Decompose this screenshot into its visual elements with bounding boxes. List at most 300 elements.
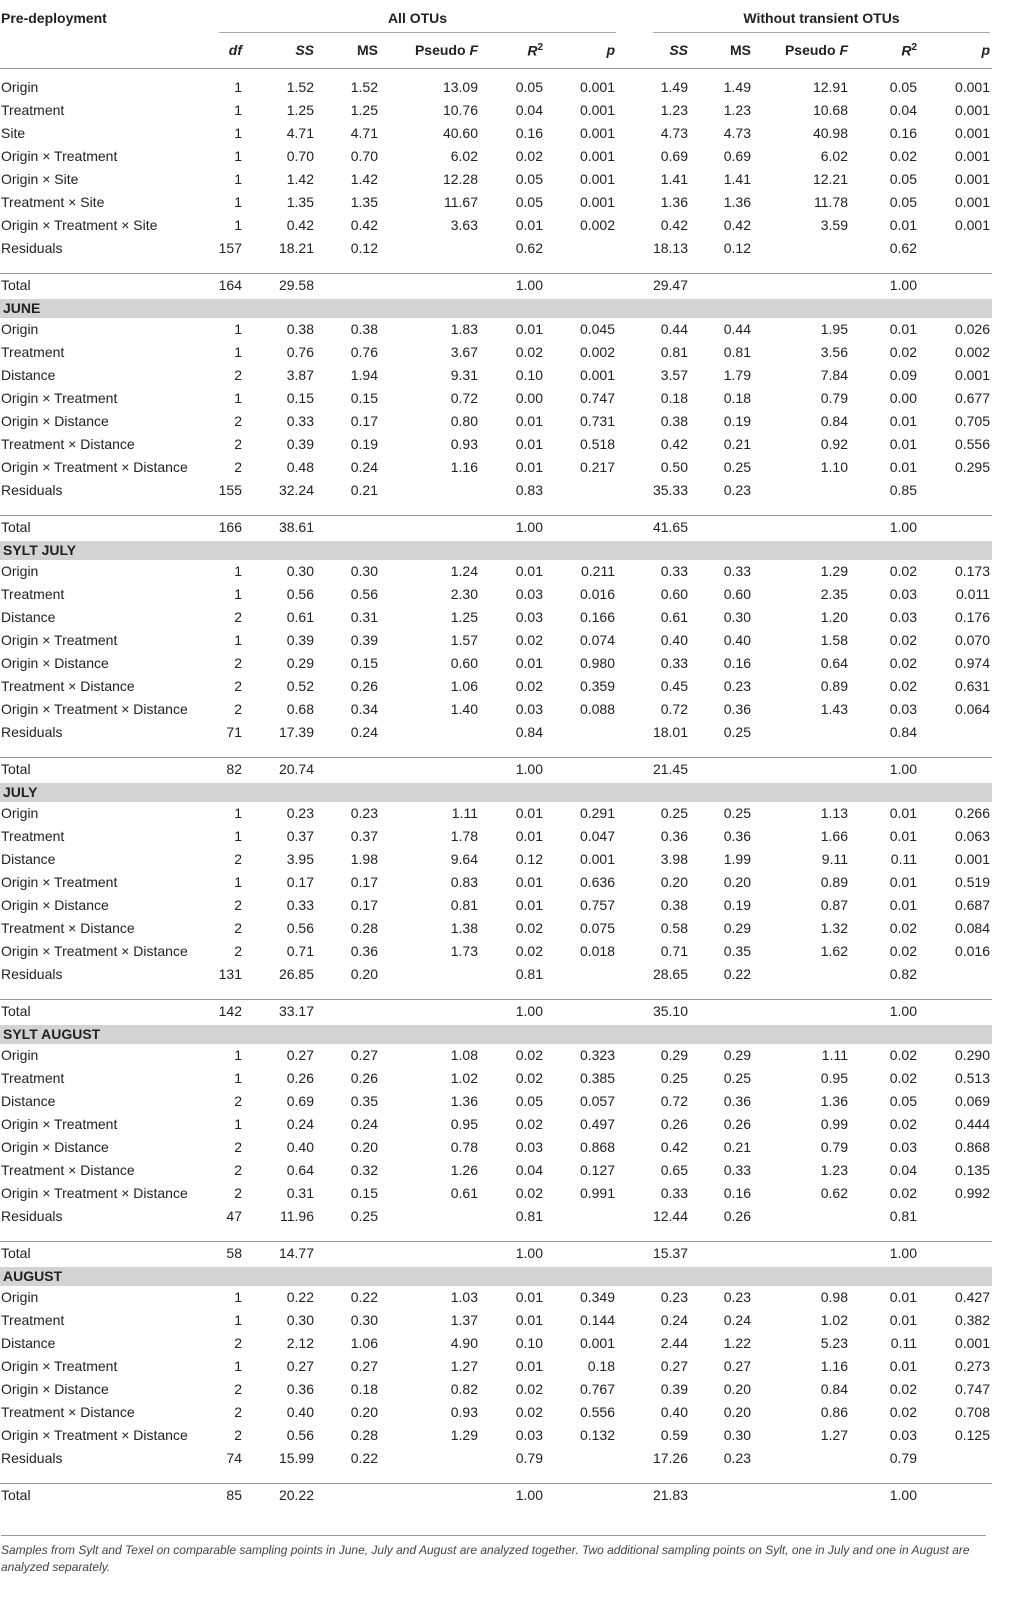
cell-pseudo-f-without: 1.16	[820, 1358, 848, 1374]
cell-ms-all: 0.42	[350, 217, 378, 233]
cell-pseudo-f-all: 4.90	[450, 1335, 478, 1351]
cell-r2-without: 0.79	[889, 1450, 917, 1466]
cell-pseudo-f-all: 1.57	[450, 632, 478, 648]
section-header: JULY	[0, 783, 992, 802]
total-row	[0, 273, 992, 299]
cell-r2-without: 0.01	[889, 321, 917, 337]
cell-pseudo-f-all: 1.40	[450, 701, 478, 717]
cell-r2-without: 0.02	[889, 563, 917, 579]
cell-ss-all: 0.23	[286, 805, 314, 821]
row-label: Origin × Treatment	[1, 390, 118, 406]
cell-r2-all: 0.84	[515, 724, 543, 740]
cell-p-all: 0.132	[579, 1427, 615, 1443]
cell-ss-without: 0.58	[660, 920, 688, 936]
cell-df-all: 1	[234, 102, 242, 118]
cell-ms-without: 0.25	[723, 459, 751, 475]
cell-r2-without: 0.11	[890, 1335, 917, 1351]
cell-pseudo-f-without: 40.98	[812, 125, 848, 141]
table-row	[0, 940, 992, 963]
cell-ms-without: 0.25	[723, 1070, 751, 1086]
cell-ms-without: 0.30	[723, 1427, 751, 1443]
cell-ss-without: 0.25	[660, 805, 688, 821]
cell-pseudo-f-all: 1.06	[450, 678, 478, 694]
cell-r2-without: 0.02	[889, 678, 917, 694]
cell-ss-all: 1.35	[286, 194, 314, 210]
cell-ss-without: 2.44	[660, 1335, 688, 1351]
cell-pseudo-f-all: 1.11	[451, 805, 478, 821]
cell-r2-all: 0.04	[515, 1162, 543, 1178]
cell-pseudo-f-all: 9.31	[450, 367, 478, 383]
cell-ms-all: 0.30	[350, 563, 378, 579]
cell-pseudo-f-without: 10.68	[812, 102, 848, 118]
cell-pseudo-f-without: 5.23	[820, 1335, 848, 1351]
cell-ss-all: 0.40	[286, 1404, 314, 1420]
cell-ss-all: 14.77	[278, 1245, 314, 1261]
cell-df-all: 1	[234, 828, 242, 844]
cell-ms-without: 0.20	[723, 874, 751, 890]
table-row	[0, 721, 992, 744]
cell-ms-all: 0.26	[350, 1070, 378, 1086]
cell-ss-all: 29.58	[278, 277, 314, 293]
table-row	[0, 433, 992, 456]
table-row	[0, 1424, 992, 1447]
cell-ms-without: 0.36	[723, 1093, 751, 1109]
cell-r2-without: 0.01	[889, 459, 917, 475]
cell-p-without: 0.444	[954, 1116, 990, 1132]
cell-ms-all: 0.37	[350, 828, 378, 844]
cell-p-without: 0.705	[954, 413, 990, 429]
cell-ss-without: 17.26	[652, 1450, 688, 1466]
cell-r2-without: 0.03	[889, 586, 917, 602]
cell-p-without: 0.747	[954, 1381, 990, 1397]
cell-p-without: 0.001	[954, 217, 990, 233]
cell-ms-all: 4.71	[350, 125, 378, 141]
cell-p-without: 0.001	[954, 851, 990, 867]
cell-ss-without: 0.59	[660, 1427, 688, 1443]
row-label: Origin	[1, 1047, 39, 1063]
row-label: Treatment × Distance	[1, 1404, 135, 1420]
cell-pseudo-f-all: 9.64	[450, 851, 478, 867]
cell-pseudo-f-all: 0.80	[450, 413, 478, 429]
table-row	[0, 1113, 992, 1136]
cell-ss-without: 41.65	[652, 519, 688, 535]
cell-r2-without: 0.02	[889, 1185, 917, 1201]
table-caption: Samples from Sylt and Texel on comparable sampling points in June, July and August are analyzed together. Two additional sampling points on Sylt, one in July and one in August are analyzed separately.	[1, 1535, 986, 1576]
cell-r2-all: 0.01	[515, 897, 543, 913]
row-label: Treatment	[1, 586, 65, 602]
cell-ss-all: 33.17	[278, 1003, 314, 1019]
cell-ss-without: 0.40	[660, 1404, 688, 1420]
table-row	[0, 168, 992, 191]
cell-ss-without: 0.26	[660, 1116, 688, 1132]
row-label: Total	[1, 519, 31, 535]
cell-ms-without: 0.23	[723, 482, 751, 498]
column-header-ss-all: SS	[295, 42, 314, 58]
cell-r2-all: 0.02	[515, 943, 543, 959]
cell-ss-without: 0.38	[660, 413, 688, 429]
cell-ms-without: 0.27	[723, 1358, 751, 1374]
cell-pseudo-f-all: 10.76	[442, 102, 478, 118]
cell-ms-without: 1.79	[723, 367, 751, 383]
cell-p-without: 0.001	[954, 79, 990, 95]
cell-ms-all: 0.15	[350, 390, 378, 406]
cell-ss-without: 0.36	[660, 828, 688, 844]
cell-ss-all: 38.61	[278, 519, 314, 535]
cell-p-all: 0.144	[579, 1312, 615, 1328]
cell-r2-without: 0.16	[889, 125, 917, 141]
cell-r2-without: 0.01	[889, 413, 917, 429]
cell-p-without: 0.295	[954, 459, 990, 475]
cell-p-without: 0.125	[954, 1427, 990, 1443]
cell-r2-without: 0.03	[889, 701, 917, 717]
cell-r2-all: 0.81	[515, 966, 543, 982]
total-row	[0, 515, 992, 541]
cell-r2-without: 0.05	[889, 79, 917, 95]
cell-ss-all: 0.52	[286, 678, 314, 694]
first-column-header: Pre-deployment	[1, 10, 107, 26]
cell-ms-all: 0.22	[350, 1289, 378, 1305]
cell-pseudo-f-without: 0.84	[820, 413, 848, 429]
total-row	[0, 757, 992, 783]
cell-ss-without: 0.33	[660, 655, 688, 671]
cell-df-all: 2	[234, 367, 242, 383]
cell-ss-all: 1.25	[286, 102, 314, 118]
cell-ss-without: 0.72	[660, 701, 688, 717]
cell-p-without: 0.064	[954, 701, 990, 717]
cell-ms-without: 0.60	[723, 586, 751, 602]
cell-r2-all: 1.00	[515, 761, 543, 777]
table-row	[0, 341, 992, 364]
cell-p-without: 0.868	[954, 1139, 990, 1155]
cell-p-all: 0.166	[579, 609, 615, 625]
cell-pseudo-f-all: 0.78	[450, 1139, 478, 1155]
row-label: Origin × Distance	[1, 655, 109, 671]
cell-df-all: 1	[234, 874, 242, 890]
cell-r2-all: 0.01	[515, 874, 543, 890]
group-header-all-otus: All OTUs	[387, 10, 448, 26]
cell-df-all: 1	[234, 79, 242, 95]
cell-r2-all: 0.03	[515, 1427, 543, 1443]
cell-df-all: 142	[218, 1003, 242, 1019]
row-label: Origin	[1, 563, 39, 579]
column-header-ms-all: MS	[357, 42, 378, 58]
cell-r2-all: 0.01	[515, 1289, 543, 1305]
row-label: Treatment	[1, 828, 65, 844]
cell-r2-all: 0.05	[515, 194, 543, 210]
cell-df-all: 2	[234, 655, 242, 671]
cell-ms-without: 0.26	[723, 1116, 751, 1132]
cell-pseudo-f-all: 1.29	[450, 1427, 478, 1443]
row-label: Origin × Treatment	[1, 1116, 118, 1132]
cell-df-all: 1	[234, 217, 242, 233]
cell-ms-without: 0.69	[723, 148, 751, 164]
cell-r2-all: 0.02	[515, 1185, 543, 1201]
cell-p-without: 0.001	[954, 148, 990, 164]
cell-ms-all: 0.28	[350, 920, 378, 936]
cell-df-all: 2	[234, 1139, 242, 1155]
cell-ss-without: 0.40	[660, 632, 688, 648]
cell-pseudo-f-all: 1.37	[450, 1312, 478, 1328]
row-label: Treatment × Distance	[1, 920, 135, 936]
cell-ms-all: 0.20	[350, 1139, 378, 1155]
cell-pseudo-f-without: 0.98	[820, 1289, 848, 1305]
cell-ms-without: 0.25	[723, 805, 751, 821]
table-row	[0, 1044, 992, 1067]
cell-r2-without: 0.05	[889, 1093, 917, 1109]
cell-pseudo-f-all: 12.28	[442, 171, 478, 187]
section-header: SYLT AUGUST	[0, 1025, 992, 1044]
cell-p-all: 0.385	[579, 1070, 615, 1086]
cell-ss-without: 3.98	[660, 851, 688, 867]
table-row	[0, 606, 992, 629]
cell-p-without: 0.001	[954, 102, 990, 118]
cell-ms-all: 0.70	[350, 148, 378, 164]
cell-ms-all: 0.20	[350, 966, 378, 982]
cell-r2-without: 0.02	[889, 148, 917, 164]
column-header-ms-without: MS	[730, 42, 751, 58]
cell-ss-all: 0.36	[286, 1381, 314, 1397]
cell-df-all: 1	[234, 1116, 242, 1132]
cell-ms-all: 0.19	[350, 436, 378, 452]
cell-r2-without: 0.04	[889, 102, 917, 118]
cell-ms-without: 1.41	[723, 171, 751, 187]
cell-pseudo-f-all: 0.83	[450, 874, 478, 890]
cell-pseudo-f-all: 1.08	[450, 1047, 478, 1063]
cell-pseudo-f-all: 3.63	[450, 217, 478, 233]
cell-r2-without: 0.02	[889, 632, 917, 648]
cell-r2-without: 0.01	[889, 897, 917, 913]
cell-df-all: 2	[234, 943, 242, 959]
cell-ss-without: 0.81	[660, 344, 688, 360]
row-label: Site	[1, 125, 26, 141]
cell-p-all: 0.991	[579, 1185, 615, 1201]
table-row	[0, 583, 992, 606]
cell-p-all: 0.001	[579, 171, 615, 187]
cell-ms-all: 0.18	[350, 1381, 378, 1397]
cell-ss-all: 0.30	[286, 563, 314, 579]
cell-df-all: 1	[234, 1358, 242, 1374]
cell-ss-all: 3.95	[286, 851, 314, 867]
cell-p-all: 0.323	[579, 1047, 615, 1063]
cell-ms-without: 0.29	[723, 1047, 751, 1063]
table-row	[0, 1401, 992, 1424]
cell-r2-all: 0.79	[515, 1450, 543, 1466]
table-row	[0, 237, 992, 260]
total-row	[0, 1241, 992, 1267]
cell-ss-all: 0.56	[286, 920, 314, 936]
cell-pseudo-f-without: 1.36	[820, 1093, 848, 1109]
cell-p-all: 0.291	[579, 805, 615, 821]
cell-ss-without: 0.42	[660, 436, 688, 452]
cell-ss-without: 1.41	[660, 171, 688, 187]
cell-p-all: 0.497	[579, 1116, 615, 1132]
cell-ms-without: 4.73	[723, 125, 751, 141]
cell-ms-all: 0.35	[350, 1093, 378, 1109]
cell-df-all: 1	[234, 1070, 242, 1086]
cell-ms-without: 0.16	[723, 1185, 751, 1201]
cell-ms-all: 0.17	[350, 413, 378, 429]
cell-df-all: 1	[234, 125, 242, 141]
cell-p-all: 0.001	[579, 148, 615, 164]
table-row	[0, 1182, 992, 1205]
cell-p-without: 0.687	[954, 897, 990, 913]
cell-ss-without: 12.44	[652, 1208, 688, 1224]
cell-df-all: 85	[226, 1487, 242, 1503]
cell-ss-all: 0.40	[286, 1139, 314, 1155]
cell-p-without: 0.011	[956, 586, 990, 602]
row-label: Treatment	[1, 344, 65, 360]
total-row	[0, 1483, 992, 1509]
group-rule-all	[219, 32, 616, 33]
cell-ss-all: 0.39	[286, 436, 314, 452]
cell-r2-all: 0.03	[515, 609, 543, 625]
cell-r2-all: 0.01	[515, 436, 543, 452]
cell-ss-without: 35.33	[652, 482, 688, 498]
cell-p-all: 0.747	[579, 390, 615, 406]
cell-r2-without: 1.00	[889, 1003, 917, 1019]
row-label: Origin × Treatment	[1, 1358, 118, 1374]
cell-ms-all: 1.06	[350, 1335, 378, 1351]
cell-ss-all: 18.21	[278, 240, 314, 256]
row-label: Distance	[1, 1335, 56, 1351]
cell-ss-all: 32.24	[278, 482, 314, 498]
table-row	[0, 825, 992, 848]
table-row	[0, 1090, 992, 1113]
cell-pseudo-f-all: 40.60	[442, 125, 478, 141]
cell-r2-all: 0.02	[515, 678, 543, 694]
cell-r2-without: 0.01	[889, 1312, 917, 1328]
cell-pseudo-f-all: 0.93	[450, 1404, 478, 1420]
cell-r2-without: 0.84	[889, 724, 917, 740]
cell-ss-all: 0.48	[286, 459, 314, 475]
row-label: Distance	[1, 1093, 56, 1109]
table-row	[0, 191, 992, 214]
cell-ss-all: 0.31	[286, 1185, 314, 1201]
cell-pseudo-f-without: 1.29	[820, 563, 848, 579]
cell-df-all: 2	[234, 609, 242, 625]
cell-ss-all: 0.76	[286, 344, 314, 360]
cell-p-all: 0.047	[579, 828, 615, 844]
cell-r2-without: 0.02	[889, 1047, 917, 1063]
cell-pseudo-f-all: 3.67	[450, 344, 478, 360]
cell-ss-all: 1.52	[286, 79, 314, 95]
cell-pseudo-f-all: 0.61	[450, 1185, 478, 1201]
cell-r2-all: 0.01	[515, 413, 543, 429]
cell-p-all: 0.002	[579, 217, 615, 233]
row-label: Total	[1, 1245, 31, 1261]
row-label: Treatment × Distance	[1, 678, 135, 694]
row-label: Distance	[1, 367, 56, 383]
cell-df-all: 1	[234, 1289, 242, 1305]
cell-ms-all: 0.26	[350, 678, 378, 694]
cell-p-without: 0.002	[954, 344, 990, 360]
cell-ss-without: 0.24	[660, 1312, 688, 1328]
cell-r2-all: 0.10	[515, 1335, 543, 1351]
cell-ms-without: 1.22	[723, 1335, 751, 1351]
cell-pseudo-f-without: 0.99	[820, 1116, 848, 1132]
cell-df-all: 47	[226, 1208, 242, 1224]
row-label: Treatment × Distance	[1, 436, 135, 452]
column-header-pseudo-f-without: Pseudo F	[784, 42, 848, 58]
cell-ss-without: 0.71	[660, 943, 688, 959]
cell-df-all: 1	[234, 390, 242, 406]
cell-ss-without: 18.13	[652, 240, 688, 256]
cell-df-all: 1	[234, 148, 242, 164]
cell-pseudo-f-without: 0.89	[820, 874, 848, 890]
cell-p-all: 0.002	[579, 344, 615, 360]
column-header-p-without: p	[981, 42, 990, 58]
cell-ms-without: 0.24	[723, 1312, 751, 1328]
cell-p-all: 0.636	[579, 874, 615, 890]
cell-r2-without: 0.02	[889, 1116, 917, 1132]
cell-ss-without: 0.18	[660, 390, 688, 406]
total-row	[0, 999, 992, 1025]
cell-pseudo-f-without: 1.23	[820, 1162, 848, 1178]
cell-df-all: 2	[234, 1093, 242, 1109]
cell-ms-all: 0.76	[350, 344, 378, 360]
cell-p-all: 0.731	[579, 413, 615, 429]
cell-ss-without: 3.57	[660, 367, 688, 383]
cell-r2-all: 0.01	[515, 655, 543, 671]
cell-ss-without: 4.73	[660, 125, 688, 141]
row-label: Total	[1, 1487, 31, 1503]
cell-pseudo-f-all: 1.27	[450, 1358, 478, 1374]
cell-ss-all: 20.22	[278, 1487, 314, 1503]
cell-ms-without: 0.44	[723, 321, 751, 337]
table-row	[0, 99, 992, 122]
cell-pseudo-f-all: 1.83	[450, 321, 478, 337]
table-row	[0, 1447, 992, 1470]
cell-ss-all: 3.87	[286, 367, 314, 383]
cell-r2-without: 0.03	[889, 1139, 917, 1155]
cell-df-all: 1	[234, 171, 242, 187]
cell-pseudo-f-all: 0.81	[450, 897, 478, 913]
cell-ss-all: 0.33	[286, 897, 314, 913]
cell-pseudo-f-without: 1.58	[820, 632, 848, 648]
cell-ss-all: 1.42	[286, 171, 314, 187]
cell-p-all: 0.518	[579, 436, 615, 452]
cell-pseudo-f-without: 0.79	[820, 1139, 848, 1155]
cell-pseudo-f-without: 1.62	[820, 943, 848, 959]
cell-ss-all: 0.27	[286, 1047, 314, 1063]
cell-ms-without: 0.16	[723, 655, 751, 671]
cell-r2-all: 0.02	[515, 920, 543, 936]
column-header-row	[0, 36, 992, 69]
cell-r2-all: 0.12	[515, 851, 543, 867]
cell-ss-all: 0.26	[286, 1070, 314, 1086]
cell-p-all: 0.045	[579, 321, 615, 337]
cell-ms-without: 0.22	[723, 966, 751, 982]
cell-df-all: 2	[234, 897, 242, 913]
cell-ms-all: 0.31	[350, 609, 378, 625]
cell-pseudo-f-without: 0.62	[820, 1185, 848, 1201]
cell-df-all: 82	[226, 761, 242, 777]
cell-pseudo-f-without: 0.79	[820, 390, 848, 406]
cell-r2-all: 0.03	[515, 586, 543, 602]
row-label: Total	[1, 761, 31, 777]
cell-r2-without: 0.01	[889, 874, 917, 890]
cell-r2-without: 1.00	[889, 1487, 917, 1503]
table-row	[0, 145, 992, 168]
cell-p-all: 0.359	[579, 678, 615, 694]
cell-pseudo-f-without: 3.59	[820, 217, 848, 233]
cell-df-all: 1	[234, 563, 242, 579]
cell-ms-all: 0.15	[350, 1185, 378, 1201]
cell-r2-all: 0.16	[515, 125, 543, 141]
cell-p-all: 0.556	[579, 1404, 615, 1420]
cell-ms-without: 1.36	[723, 194, 751, 210]
cell-ms-all: 0.36	[350, 943, 378, 959]
